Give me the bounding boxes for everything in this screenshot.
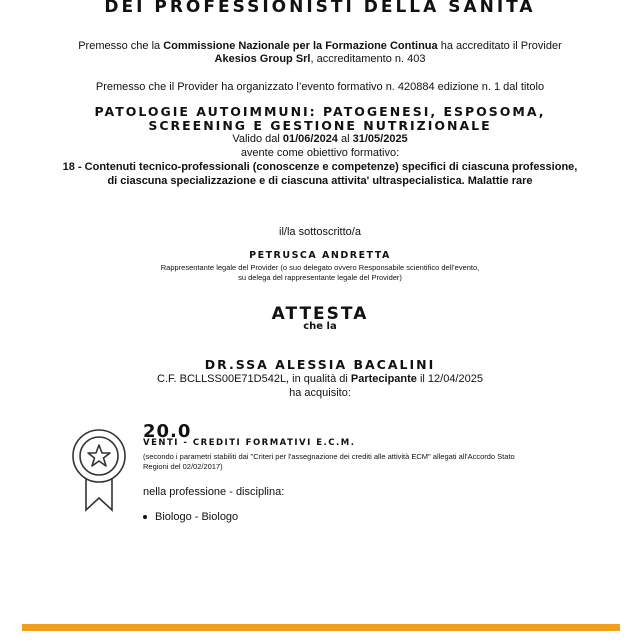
objective [0, 160, 640, 188]
attest-subtitle: che la [303, 321, 337, 332]
attest-title: ATTESTA [271, 304, 369, 324]
credits-value: 20.0 [143, 421, 192, 442]
event-title-line: PATOLOGIE AUTOIMMUNI: PATOGENESI, ESPOSOMA, [94, 104, 546, 119]
text: il 12/04/2025 [416, 373, 483, 385]
valid-to: 31/05/2025 [352, 133, 408, 145]
bullet-icon [143, 515, 147, 519]
premise-commission [0, 40, 640, 66]
text: al [337, 133, 353, 145]
text: Valido dal [232, 133, 283, 145]
footer-accent-bar [22, 624, 620, 631]
text: , accreditamento n. 403 [310, 53, 426, 65]
valid-from: 01/06/2024 [282, 133, 338, 145]
credits-note-line: Regioni del 02/02/2017) [143, 461, 223, 471]
participant-name: DR.SSA ALESSIA BACALINI [204, 357, 436, 372]
event-title [0, 105, 640, 133]
validity [0, 133, 640, 146]
text: ha accreditato il Provider [437, 40, 562, 52]
signatory-role [0, 263, 640, 282]
signatory-label: il/la sottoscritto/a [279, 226, 361, 238]
provider-name: Akesios Group Srl [214, 53, 311, 65]
credits-note-line: (secondo i parametri stabiliti dai "Criteri per l'assegnazione dei crediti alle attività ECM" allegati all'Accordo Stato [143, 452, 515, 461]
objective-line: di ciascuna specializzazione e di ciascuna attivita' ultraspecialistica. Malattie rare [107, 175, 533, 187]
objective-line: 18 - Contenuti tecnico-professionali (conoscenze e competenze) specifici di ciascuna professione, [62, 161, 578, 173]
certificate-title: DEI PROFESSIONISTI DELLA SANITA [104, 0, 536, 17]
profession-item: Biologo - Biologo [155, 511, 239, 523]
medal-icon [68, 428, 130, 514]
objective-label: avente come obiettivo formativo: [240, 147, 400, 159]
profession-list [143, 511, 238, 524]
credits-label: VENTI - CREDITI FORMATIVI E.C.M. [143, 438, 356, 448]
commission-name: Commissione Nazionale per la Formazione Continua [163, 40, 438, 52]
signatory-role-line: Rappresentante legale del Provider (o suo delegato ovvero Responsabile scientifico dell’evento, [160, 263, 480, 272]
acquired-label: ha acquisito: [289, 387, 351, 399]
signatory-role-line: su delega del rappresentante legale del Provider) [238, 272, 402, 282]
text: C.F. BCLLSS00E71D542L, in qualità di [157, 373, 351, 385]
premise-event: Premesso che il Provider ha organizzato l’evento formativo n. 420884 edizione n. 1 dal titolo [95, 81, 545, 93]
text: Premesso che la [78, 40, 164, 52]
profession-label: nella professione - disciplina: [143, 486, 285, 498]
event-title-line: SCREENING E GESTIONE NUTRIZIONALE [148, 118, 492, 133]
credits-note [143, 452, 613, 471]
signatory-name: PETRUSCA ANDRETTA [249, 250, 391, 261]
participant-info [0, 373, 640, 386]
participant-role: Partecipante [350, 373, 417, 385]
